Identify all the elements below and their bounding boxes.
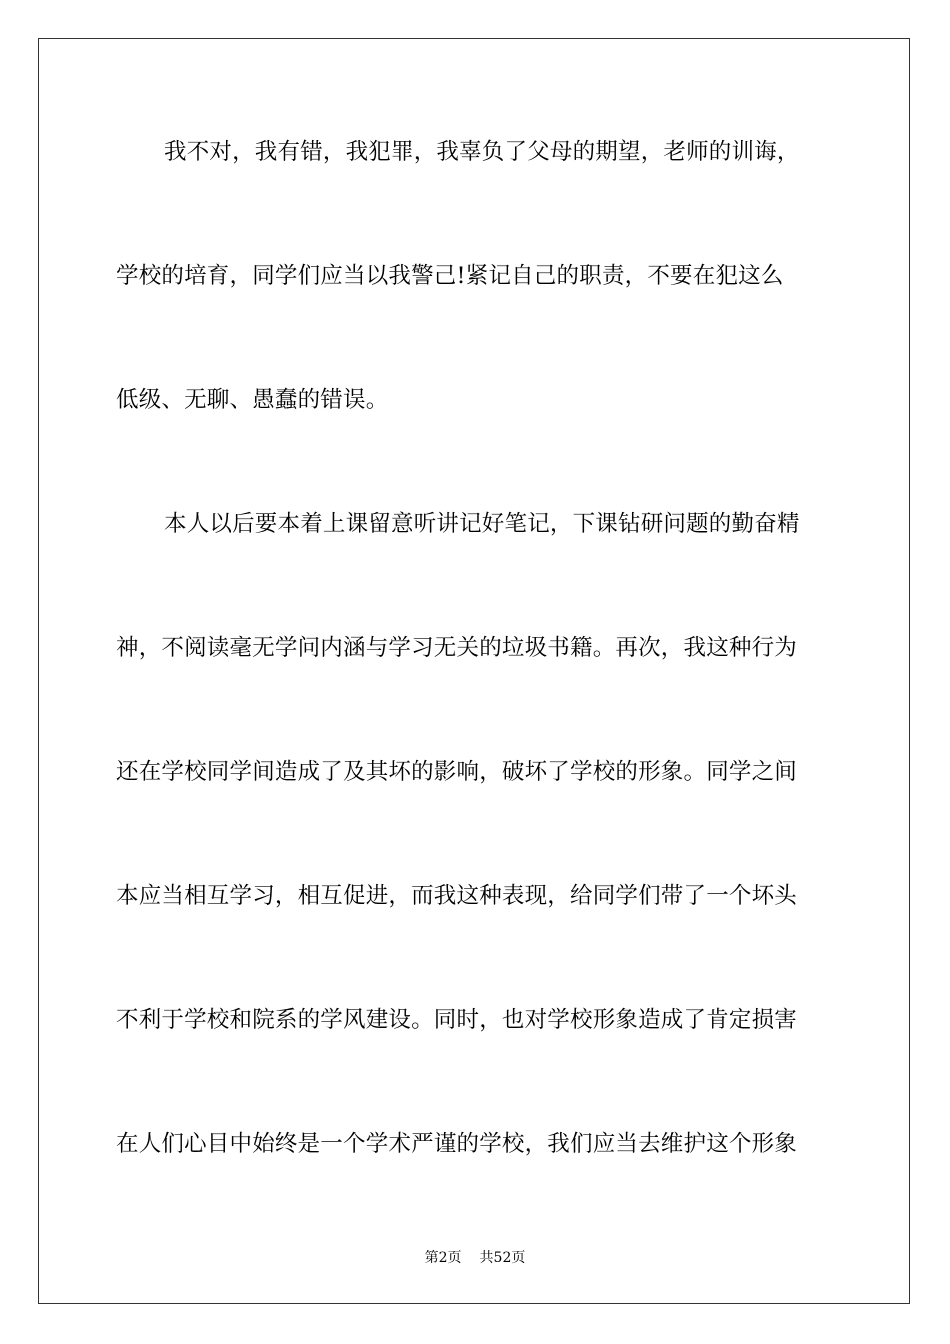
paragraph-line: 还在学校同学间造成了及其坏的影响，破坏了学校的形象。同学之间	[116, 759, 798, 785]
paragraph-line: 不利于学校和院系的学风建设。同时，也对学校形象造成了肯定损害	[116, 1007, 798, 1033]
paragraph-line: 神，不阅读毫无学问内涵与学习无关的垃圾书籍。再次，我这种行为	[116, 635, 798, 661]
page-frame	[38, 38, 910, 1304]
page-total: 共52页	[479, 1250, 526, 1266]
paragraph-line: 在人们心目中始终是一个学术严谨的学校，我们应当去维护这个形象	[116, 1131, 798, 1157]
paragraph-line: 本应当相互学习，相互促进，而我这种表现，给同学们带了一个坏头	[116, 883, 798, 909]
paragraph-line: 本人以后要本着上课留意听讲记好笔记，下课钻研问题的勤奋精	[164, 511, 800, 537]
page-number: 第2页	[424, 1250, 462, 1266]
page-footer	[0, 1248, 950, 1268]
paragraph-line: 低级、无聊、愚蠢的错误。	[116, 387, 389, 413]
paragraph-line: 学校的培育，同学们应当以我警己!紧记自己的职责，不要在犯这么	[116, 263, 784, 289]
paragraph-line: 我不对，我有错，我犯罪，我辜负了父母的期望，老师的训诲，	[164, 139, 800, 165]
